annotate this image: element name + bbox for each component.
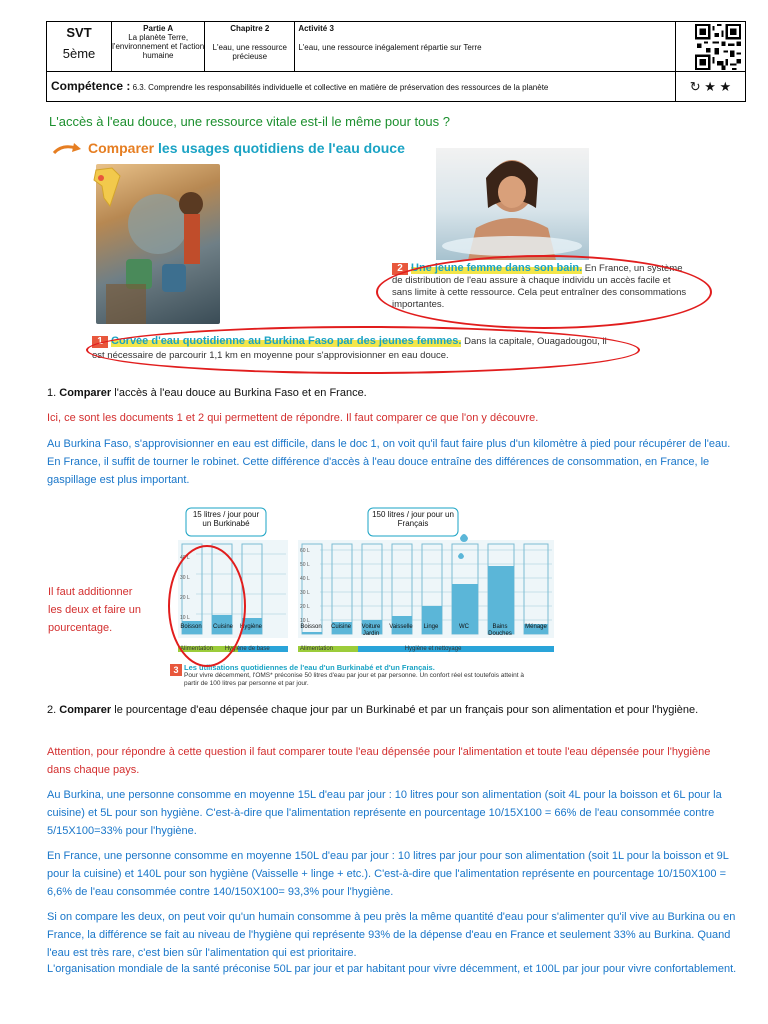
q1-text: l'accès à l'eau douce au Burkina Faso et en France. bbox=[114, 387, 367, 399]
red-ellipse-bf-chart bbox=[168, 545, 246, 667]
curved-arrow-icon bbox=[52, 142, 82, 156]
q2-answer-burkina: Au Burkina, une personne consomme en moyenne 15L d'eau par jour : 10 litres pour son alimentation (soit 4L pour la boisson et 6L pour la cuisine) et 5L pour son hygiène. C'est-à-dire que l'alimentation représente en pourcentage 10/15X100 = 66% de l'eau consommée contre 5/15X100=33% pour l'hygiène. bbox=[47, 789, 722, 837]
fr-label: WC bbox=[459, 624, 469, 630]
qr-cell bbox=[675, 22, 745, 72]
bf-tick: 20 L bbox=[180, 595, 190, 601]
fr-tick: 40 L bbox=[300, 576, 310, 582]
doc1-text: Dans la capitale, Ouagadougou, il est nécessaire de parcourir 1,1 km en moyenne pour s'approvisionner en eau douce. bbox=[92, 336, 607, 361]
fr-label: Boisson bbox=[300, 624, 322, 630]
bf-label: Cuisine bbox=[212, 624, 233, 630]
fr-group-hygiene: Hygiène et nettoyage bbox=[404, 646, 462, 652]
fr-label: Ménage bbox=[525, 624, 547, 630]
chapter-cell bbox=[205, 22, 295, 72]
doc2-text: En France, un système de distribution de l'eau assure à chaque individu un accès facile et sans limite à cette ressource. Cela peut entraîner des consommations importantes. bbox=[392, 263, 687, 310]
qr-code-icon[interactable] bbox=[694, 24, 742, 70]
worksheet-header bbox=[46, 21, 746, 102]
q2-verb: Comparer bbox=[59, 704, 112, 716]
q1-number: 1. bbox=[47, 387, 57, 399]
doc3-title: Les utilisations quotidiennes de l'eau d'un Burkinabé et d'un Français. bbox=[184, 663, 435, 672]
q2-text: le pourcentage d'eau dépensée chaque jour par un Burkinabé et par un français pour son alimentation et pour l'hygiène. bbox=[114, 704, 699, 716]
side-note: Il faut additionner les deux et faire un pourcentage. bbox=[48, 586, 141, 634]
q2-conclusion: Si on compare les deux, on peut voir qu'un humain consomme à peu près la même quantité d'eau pour s'alimenter qu'il vive au Burkina ou en France, la différence se fait au niveau de l'hygiène qui représente 93% de la dépense d'eau en France et seulement 33% au Burkina. Quand l'eau est très rare, c'est bien sûr l'alimentation qui est prioritaire. bbox=[47, 911, 736, 959]
bf-tick: 30 L bbox=[180, 575, 190, 581]
red-ellipse-doc2 bbox=[376, 255, 712, 329]
doc1-number: 1 bbox=[92, 336, 108, 348]
bf-bubble: 15 litres / jour pour un Burkinabé bbox=[192, 510, 260, 528]
bf-label: Hygiène bbox=[239, 624, 262, 630]
doc3-text: Pour vivre décemment, l'OMS* préconise 50 litres d'eau par jour et par personne. Un confort réel est toutefois atteint à partir de 100 litres par personne et par jour. bbox=[184, 672, 524, 687]
fr-tick: 50 L bbox=[300, 562, 310, 568]
fr-label: Voiture Jardin bbox=[361, 624, 381, 637]
q1-hint: Ici, ce sont les documents 1 et 2 qui permettent de répondre. Il faut comparer ce que l'on y découvre. bbox=[47, 412, 539, 424]
level-label: 5ème bbox=[62, 46, 96, 61]
competence-text: 6.3. Comprendre les responsabilités individuelle et collective en matière de préservation des ressources de la planète bbox=[132, 82, 549, 92]
part-label: Partie A bbox=[143, 24, 174, 33]
subject-cell bbox=[47, 22, 112, 72]
fr-label: Linge bbox=[423, 624, 439, 630]
fr-tick: 20 L bbox=[300, 604, 310, 610]
question-2 bbox=[47, 702, 737, 719]
q2-answer-france: En France, une personne consomme en moyenne 150L d'eau par jour : 10 litres par jour pour son alimentation (soit 1L pour la boisson et 9L pour la cuisine) et 140L pour son hygiène (Vaisselle + linge + etc.). C'est-à-dire que l'alimentation représente en pourcentage 10/150X100 = 6,6% de l'eau consommée contre 140/150X100= 93,3% pour l'hygiène. bbox=[47, 850, 729, 898]
rating-stars: ↻ ★ ★ bbox=[675, 72, 745, 102]
figure1-title-rest: les usages quotidiens de l'eau douce bbox=[158, 140, 405, 156]
chapter-text: L'eau, une ressource précieuse bbox=[212, 43, 287, 61]
bf-group-hygiene: Hygiène de base bbox=[224, 646, 270, 652]
question-1 bbox=[47, 385, 737, 402]
doc2-number: 2 bbox=[392, 263, 408, 275]
fr-group-alimentation: Alimentation bbox=[300, 646, 334, 652]
part-text: La planète Terre, l'environnement et l'action humaine bbox=[112, 33, 205, 60]
doc3-caption bbox=[184, 664, 524, 688]
fr-tick: 30 L bbox=[300, 590, 310, 596]
fr-tick: 10 L bbox=[300, 618, 310, 624]
subject-label: SVT bbox=[66, 25, 92, 40]
doc3-number: 3 bbox=[173, 665, 179, 675]
bf-tick: 40 L bbox=[180, 555, 190, 561]
q2-number: 2. bbox=[47, 704, 57, 716]
bath-illustration bbox=[436, 148, 589, 260]
fr-tick: 60 L bbox=[300, 548, 310, 554]
bf-label: Boisson bbox=[180, 624, 202, 630]
fr-bubble: 150 litres / jour pour un Français bbox=[372, 510, 454, 528]
figure1-title bbox=[88, 140, 405, 156]
chapter-label: Chapitre 2 bbox=[230, 24, 270, 33]
activity-label: Activité 3 bbox=[298, 24, 334, 33]
q1-answer: Au Burkina Faso, s'approvisionner en eau est difficile, dans le doc 1, on voit qu'il faut faire plus d'un kilomètre à pied pour récupérer de l'eau. En France, il suffit de tourner le robinet. Cette différence d'accès à l'eau douce entraîne des différences de consommation, en France, le gaspillage est plus important. bbox=[47, 438, 731, 486]
figure1-title-verb: Comparer bbox=[88, 140, 155, 156]
fr-group-label bbox=[300, 646, 554, 652]
fr-label: Vaisselle bbox=[389, 624, 413, 630]
q1-verb: Comparer bbox=[59, 387, 112, 399]
bf-group-alimentation: Alimentation bbox=[180, 646, 214, 652]
french-woman-bath-photo bbox=[436, 148, 589, 260]
activity-text: L'eau, une ressource inégalement répartie sur Terre bbox=[298, 43, 482, 52]
doc1-title: Corvée d'eau quotidienne au Burkina Faso par des jeunes femmes. bbox=[111, 335, 462, 347]
q2-oms: L'organisation mondiale de la santé préconise 50L par jour et par habitant pour vivre décemment, et 100L par jour pour vivre confortablement. bbox=[47, 963, 737, 975]
activity-cell bbox=[295, 22, 676, 72]
red-ellipse-doc1 bbox=[86, 326, 640, 374]
main-question: L'accès à l'eau douce, une ressource vitale est-il le même pour tous ? bbox=[49, 114, 450, 129]
competence-label: Compétence : bbox=[51, 78, 131, 93]
fr-ticks bbox=[300, 544, 316, 628]
part-cell bbox=[112, 22, 205, 72]
doc2-title: Une jeune femme dans son bain. bbox=[411, 262, 583, 274]
q2-hint: Attention, pour répondre à cette question il faut comparer toute l'eau dépensée pour l'alimentation et toute l'eau dépensée pour l'hygiène dans chaque pays. bbox=[47, 746, 711, 776]
bf-tick: 10 L bbox=[180, 615, 190, 621]
fr-label: Bains Douches bbox=[488, 624, 512, 637]
competence-row bbox=[47, 72, 676, 102]
fr-label: Cuisine bbox=[330, 624, 351, 630]
africa-map-icon bbox=[92, 166, 122, 210]
